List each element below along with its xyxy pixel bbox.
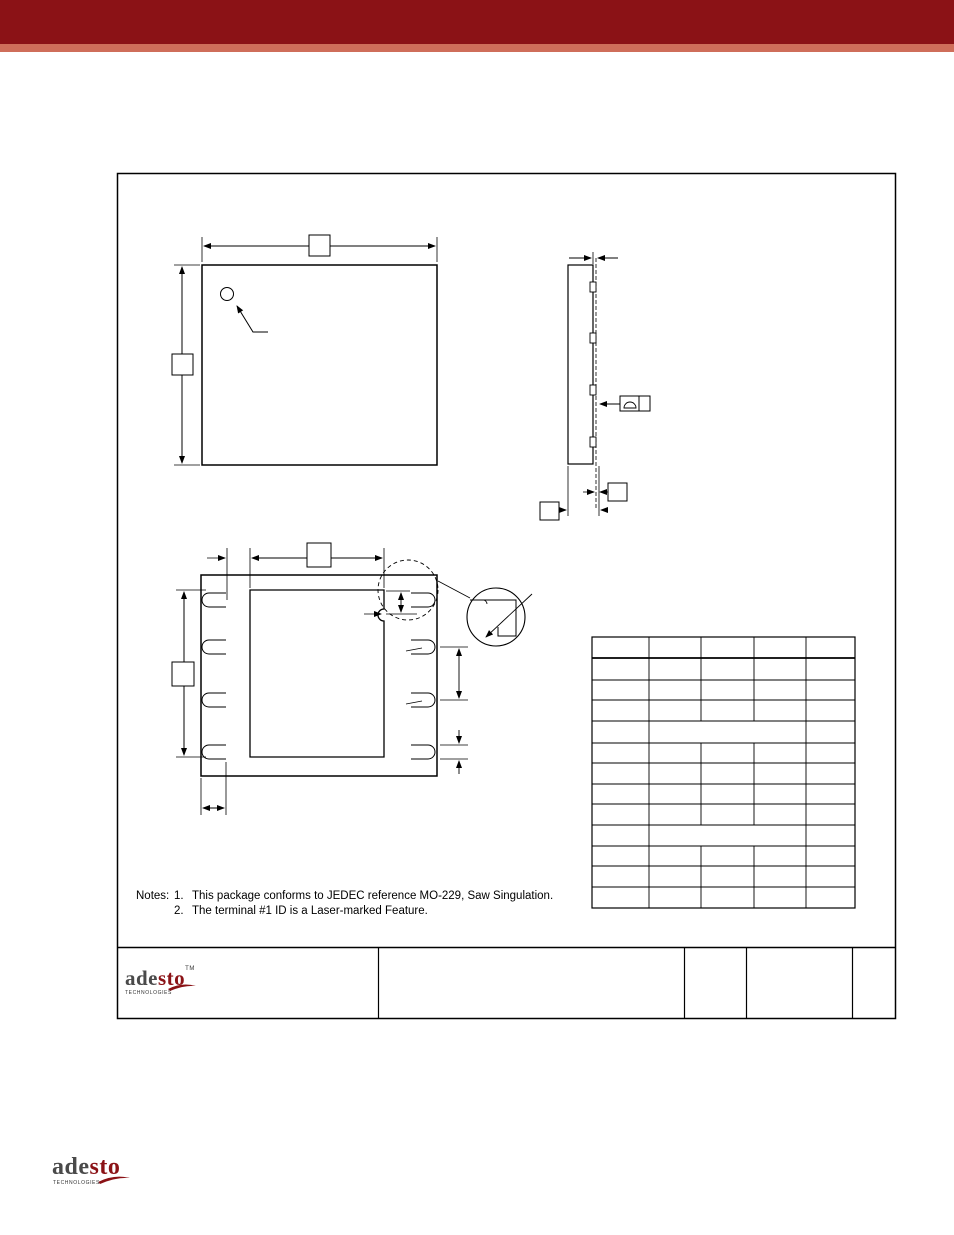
- note-number: 1.: [174, 890, 184, 902]
- footer-logo-sub: TECHNOLOGIES: [53, 1180, 100, 1186]
- dim-box-thickness: [540, 502, 559, 520]
- note-text: The terminal #1 ID is a Laser-marked Feature.: [192, 905, 428, 917]
- title-block-logo-sub: TECHNOLOGIES: [125, 990, 172, 996]
- notes: [136, 889, 553, 919]
- side-view: [540, 252, 650, 520]
- dim-box-height: [172, 354, 193, 375]
- notes-label: Notes:: [136, 890, 170, 902]
- dimension-table: [592, 637, 855, 908]
- footer-logo: adesto: [52, 1154, 121, 1180]
- detail-circle: [378, 560, 438, 620]
- note-number: 2.: [174, 905, 184, 917]
- bottom-view: [172, 543, 532, 815]
- dim-box-standoff: [608, 483, 627, 501]
- note-text: This package conforms to JEDEC reference MO-229, Saw Singulation.: [192, 890, 554, 902]
- dim-box-pad-height: [172, 662, 194, 686]
- title-block-logo: adesto™: [125, 966, 195, 990]
- flatness-symbol-box: [620, 396, 650, 411]
- top-view: [172, 235, 437, 465]
- dim-box-width: [309, 235, 330, 256]
- dim-box-pad-width: [307, 543, 331, 567]
- pin1-marker: [221, 288, 234, 301]
